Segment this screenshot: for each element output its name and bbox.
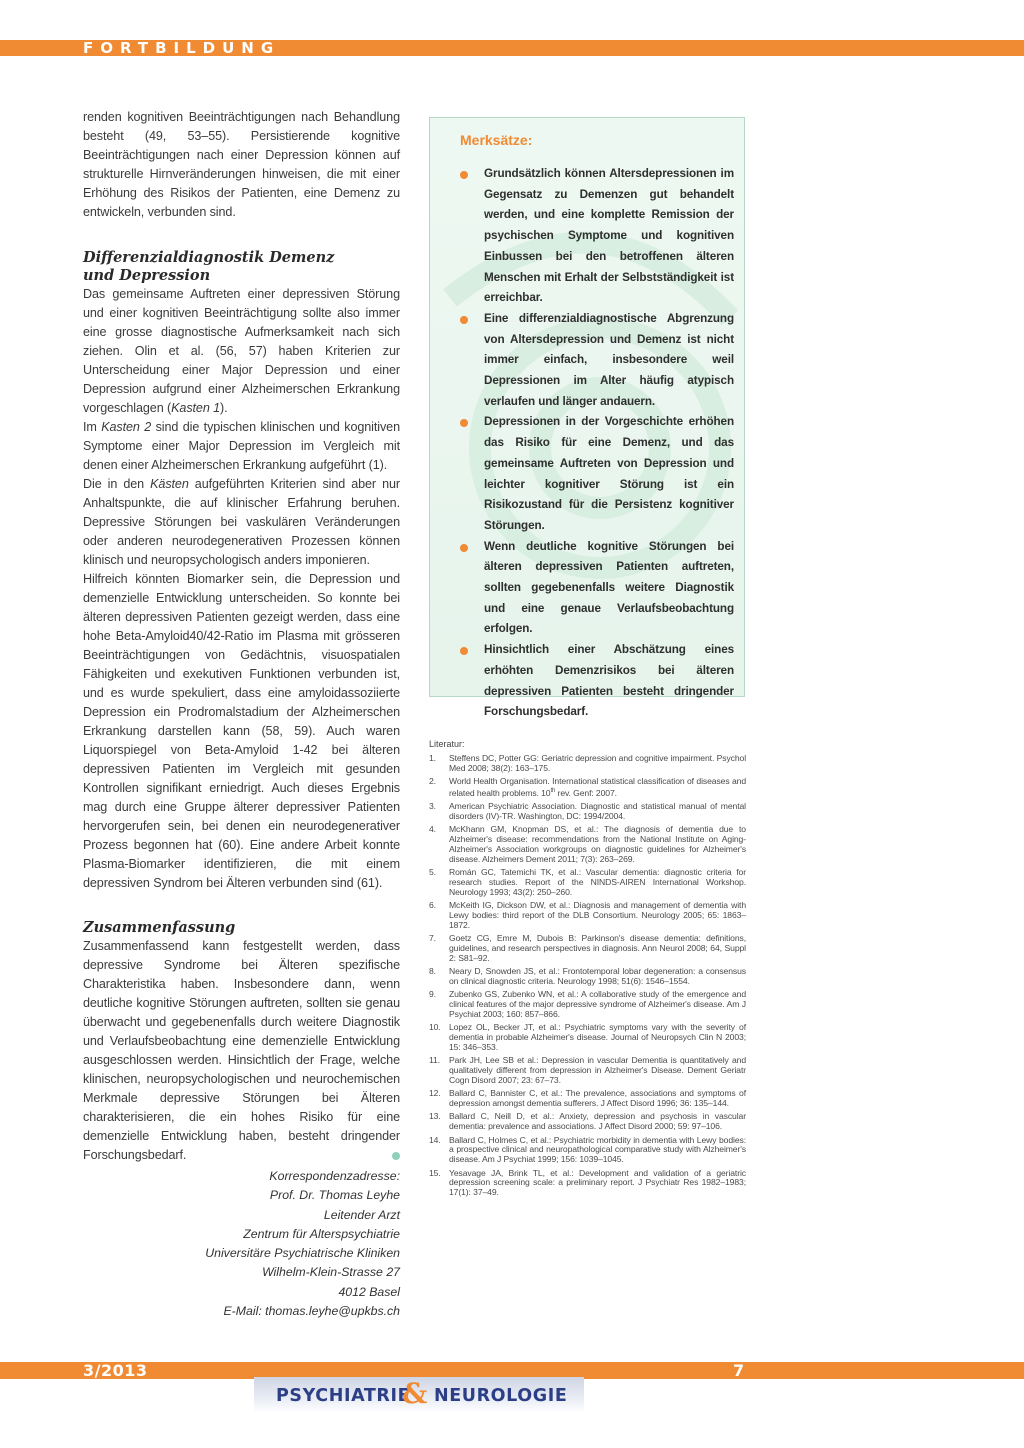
text: Die in den [83, 477, 151, 491]
correspondence-role: Leitender Arzt [323, 1207, 400, 1222]
paragraph-olin [83, 285, 400, 418]
reference-number: 3. [429, 801, 436, 812]
reference-item [429, 1023, 746, 1052]
key-points-list [460, 164, 734, 723]
reference-text: McKeith IG, Dickson DW, et al.: Diagnosis and management of dementia with Lewy bodies: third report of the DLB Consortium. Neurology 2005; 65: 1863–1872. [449, 900, 746, 930]
bullet-icon [460, 544, 468, 552]
reference-text: Lopez OL, Becker JT, et al.: Psychiatric symptoms vary with the severity of dementia in probable Alzheimer's disease. Journal of Neuropsych Clin N 2003; 15: 346–353. [449, 1022, 746, 1052]
section-heading-differential [83, 249, 400, 285]
journal-name-right: NEUROLOGIE [434, 1386, 568, 1406]
reference-item [429, 802, 746, 822]
reference-item [429, 990, 746, 1019]
reference-item [429, 967, 746, 987]
key-point-text: Grundsätzlich können Altersdepressionen im Gegensatz zu Demenzen gut behandelt werden, und eine komplette Remission der psychischen Symptome und kognitiven Einbussen bei den betroffenen älteren Menschen mit Erhalt der Selbstständigkeit ist erreichbar. [484, 167, 734, 305]
intro-paragraph: renden kognitiven Beeinträchtigungen nach Behandlung besteht (49, 53–55). Persistierende kognitive Beeinträchtigungen nach einer Depression können auf strukturelle Hirnveränderungen hinweisen, die mit einer Erhöhung des Risikos der Patienten, eine Demenz zu entwickeln, verbunden sind. [83, 110, 400, 219]
reference-item [429, 825, 746, 864]
paragraph-kasten2 [83, 418, 400, 475]
key-points-box [429, 117, 745, 719]
text: Das gemeinsame Auftreten einer depressiven Störung und einer kognitiven Beeinträchtigung sollte also immer eine grosse diagnostische Aufmerksamkeit nach sich ziehen. Olin et al. (56, 57) haben Kriterien zur Unterscheidung einer Major Depression und einer Depression aufgrund einer Alzheimerschen Erkrankung vorgeschlagen ( [83, 287, 400, 415]
reference-item [429, 934, 746, 963]
reference-text: Ballard C, Bannister C, et al.: The prevalence, associations and symptoms of depression amongst dementia sufferers. J Affect Disord 1996; 36: 135–144. [449, 1088, 746, 1109]
correspondence-email: E-Mail: thomas.leyhe@upkbs.ch [223, 1304, 400, 1319]
key-point [460, 309, 734, 413]
paragraph-kaesten [83, 475, 400, 570]
reference-number: 11. [429, 1055, 441, 1066]
reference-text: Steffens DC, Potter GG: Geriatric depression and cognitive impairment. Psychol Med 2008; 38(2): 163–175. [449, 753, 746, 773]
reference-number: 6. [429, 900, 436, 911]
emphasis: Kasten 2 [101, 420, 152, 434]
literature-section [429, 738, 746, 1202]
reference-text: McKhann GM, Knopman DS, et al.: The diagnosis of dementia due to Alzheimer's disease: recommendations from the National Institute on Aging-Alzheimer's Association workgroups on diagnostic guidelines for Alzheimer's disease. Alzheimers Dement 2011; 7(3): 263–269. [449, 824, 746, 864]
reference-item [429, 901, 746, 930]
bullet-icon [460, 171, 468, 179]
reference-text: American Psychiatric Association. Diagnostic and statistical manual of mental disorders (IV)-TR. Washington, DC: 1994/2004. [449, 801, 746, 822]
page-number: 7 [733, 1361, 745, 1380]
reference-item [429, 868, 746, 897]
reference-number: 1. [429, 753, 436, 763]
reference-superscript: th [550, 787, 556, 794]
reference-item [429, 1169, 746, 1198]
journal-ampersand: & [402, 1377, 428, 1410]
bullet-icon [460, 419, 468, 427]
key-point-text: Eine differenzialdiagnostische Abgrenzung von Altersdepression und Demenz ist nicht immer einfach, insbesondere weil Depressionen im Alter häufig atypisch verlaufen und länger andauern. [484, 311, 734, 408]
reference-number: 14. [429, 1134, 441, 1145]
correspondence-author: Prof. Dr. Thomas Leyhe [269, 1188, 400, 1203]
heading-line-2: und Depression [83, 267, 211, 284]
reference-text: Yesavage JA, Brink TL, et al.: Development and validation of a geriatric depression screening scale: a preliminary report. J Psychiatr Res 1982–1983; 17(1): 37–49. [449, 1167, 746, 1198]
reference-number: 15. [429, 1167, 441, 1178]
key-point [460, 640, 734, 723]
reference-text: Park JH, Lee SB et al.: Depression in vascular Dementia is quantitatively and qualitatively different from depression in Alzheimer's Disease. Dement Geriatr Cogn Disord 2007; 23: 67–73. [449, 1055, 746, 1085]
section-heading-summary: Zusammenfassung [83, 919, 236, 936]
key-point-text: Depressionen in der Vorgeschichte erhöhen das Risiko für eine Demenz, und das gemeinsame Auftreten von Depression und leichter kognitiver Störung ist ein Risikozustand für die Persistenz kognitiver Störungen. [484, 415, 734, 532]
key-point [460, 412, 734, 536]
reference-item [429, 754, 746, 774]
reference-number: 10. [429, 1022, 441, 1033]
reference-item [429, 1112, 746, 1132]
reference-text: Román GC, Tatemichi TK, et al.: Vascular dementia: diagnostic criteria for research studies. Report of the NINDS-AIREN International Workshop. Neurology 1993; 43(2): 250–260. [449, 867, 746, 897]
emphasis: Kasten 1 [171, 401, 221, 415]
key-point [460, 164, 734, 309]
paragraph-biomarker: Hilfreich könnten Biomarker sein, die Depression und demenzielle Entwicklung unterscheiden. So konnte bei älteren depressiven Patienten gezeigt werden, dass eine hohe Beta-Amyloid40/42-Ratio im Plasma mit grösseren Beeinträchtigungen von Gedächtnis, visuospatialen Fähigkeiten und exekutiven Funktionen verbunden ist, und es wurde spekuliert, dass eine amyloidassoziierte Depression ein Prodromalstadium der Alzheimerschen Erkrankung darstellen kann (58, 59). Auch waren Liquorspiegel von Beta-Amyloid 1-42 bei älteren depressiven Patienten im Vergleich mit gesunden Kontrollen signifikant erniedrigt. Auch dieses Ergebnis mag durch eine Gruppe älterer depressiver Patienten hervorgerufen sein, bei denen ein neurodegenerativer Prozess begonnen hat (60). Eine andere Arbeit konnte Plasma-Biomarker identifizieren, die mit einem depressiven Syndrom bei Älteren verbunden sind (61). [83, 572, 400, 890]
correspondence-city: 4012 Basel [338, 1284, 400, 1299]
left-column [83, 108, 400, 1321]
key-point-text: Hinsichtlich einer Abschätzung eines erhöhten Demenzrisikos bei älteren depressiven Patienten besteht dringender Forschungsbedarf. [484, 643, 734, 719]
reference-number: 8. [429, 966, 436, 977]
reference-item [429, 777, 746, 798]
reference-text: World Health Organisation. International statistical classification of diseases and related health problems. 10 [449, 776, 746, 798]
reference-item [429, 1056, 746, 1085]
key-point-text: Wenn deutliche kognitive Störungen bei älteren depressiven Patienten auftreten, sollten gegebenenfalls weitere Diagnostik und eine genaue Verlaufsbeobachtung erfolgen. [484, 539, 734, 636]
reference-number: 2. [429, 776, 436, 787]
reference-text: Ballard C, Holmes C, et al.: Psychiatric morbidity in dementia with Lewy bodies: a prospective clinical and neuropathological comparative study with Alzheimer's disease. Am J Psychiat 1999; 156: 1039–1045. [449, 1134, 746, 1165]
reference-number: 4. [429, 824, 436, 835]
text: ). [220, 401, 228, 415]
issue-number: 3/2013 [83, 1361, 148, 1380]
reference-number: 7. [429, 933, 436, 944]
text: aufgeführten Kriterien sind aber nur Anhaltspunkte, die auf klinischer Erfahrung beruhen. Depressive Störungen bei vaskulären Veränderungen oder anderen neurodegenerativen Prozessen können klinisch und neuropsychologisch anders imponieren. [83, 477, 400, 567]
emphasis: Kästen [150, 477, 189, 491]
reference-text: Neary D, Snowden JS, et al.: Frontotemporal lobar degeneration: a consensus on clinical diagnostic criteria. Neurology 1998; 51(6): 1546–1554. [449, 966, 746, 986]
text: sind die typischen klinischen und kognitiven Symptome einer Major Depression im Vergleich mit denen einer Alzheimerschen Erkrankung aufgeführt (1). [83, 420, 400, 472]
journal-masthead [254, 1377, 584, 1413]
reference-item [429, 1136, 746, 1165]
bullet-icon [460, 316, 468, 324]
key-point [460, 537, 734, 641]
reference-text: rev. Genf: 2007. [555, 787, 617, 798]
correspondence-institution: Universitäre Psychiatrische Kliniken [205, 1246, 400, 1261]
correspondence-label: Korrespondenzadresse: [269, 1169, 400, 1183]
reference-text: Ballard C, Neill D, et al.: Anxiety, depression and psychosis in vascular dementia: prevalence and associations. J Affect Disord 2000; 59: 97–106. [449, 1111, 746, 1132]
literature-title: Literatur: [429, 739, 465, 749]
reference-number: 12. [429, 1088, 441, 1099]
summary-paragraph [83, 937, 400, 1165]
correspondence-street: Wilhelm-Klein-Strasse 27 [262, 1265, 400, 1280]
correspondence-block [83, 1167, 400, 1321]
reference-text: Goetz CG, Emre M, Dubois B: Parkinson's disease dementia: definitions, guidelines, and research perspectives in diagnosis. Ann Neurol 2008; 64, Suppl 2: S81–92. [449, 933, 746, 963]
reference-number: 13. [429, 1111, 441, 1122]
correspondence-center: Zentrum für Alterspsychiatrie [243, 1226, 400, 1241]
journal-name-left: PSYCHIATRIE [276, 1386, 411, 1406]
reference-number: 5. [429, 867, 436, 878]
reference-text: Zubenko GS, Zubenko WN, et al.: A collaborative study of the emergence and clinical features of the major depressive syndrome of Alzheimer's disease. Am J Psychiat 2003; 160: 857–866. [449, 989, 746, 1019]
bullet-icon [460, 647, 468, 655]
reference-item [429, 1089, 746, 1109]
heading-line-1: Differenzialdiagnostik Demenz [83, 249, 335, 266]
text: Im [83, 420, 102, 434]
section-label: FORTBILDUNG [83, 39, 281, 57]
text: Zusammenfassend kann festgestellt werden, dass depressive Syndrome bei Älteren spezifische Charakteristika haben. Insbesondere dann, wenn deutliche kognitive Störungen auftreten, sollten sie genau überwacht und gegebenenfalls durch weitere Diagnostik und Verlaufsbeobachtung eine demenzielle Entwicklung ausgeschlossen werden. Hinsichtlich der Frage, welche klinischen, neuropsychologischen und neurochemischen Merkmale depressive Störungen bei Älteren charakterisieren, die ein hohes Risiko für eine demenzielle Entwicklung haben, besteht dringender Forschungsbedarf. [83, 939, 400, 1162]
end-of-article-dot [392, 1152, 400, 1160]
key-points-title: Merksätze: [460, 132, 533, 148]
reference-number: 9. [429, 989, 436, 1000]
